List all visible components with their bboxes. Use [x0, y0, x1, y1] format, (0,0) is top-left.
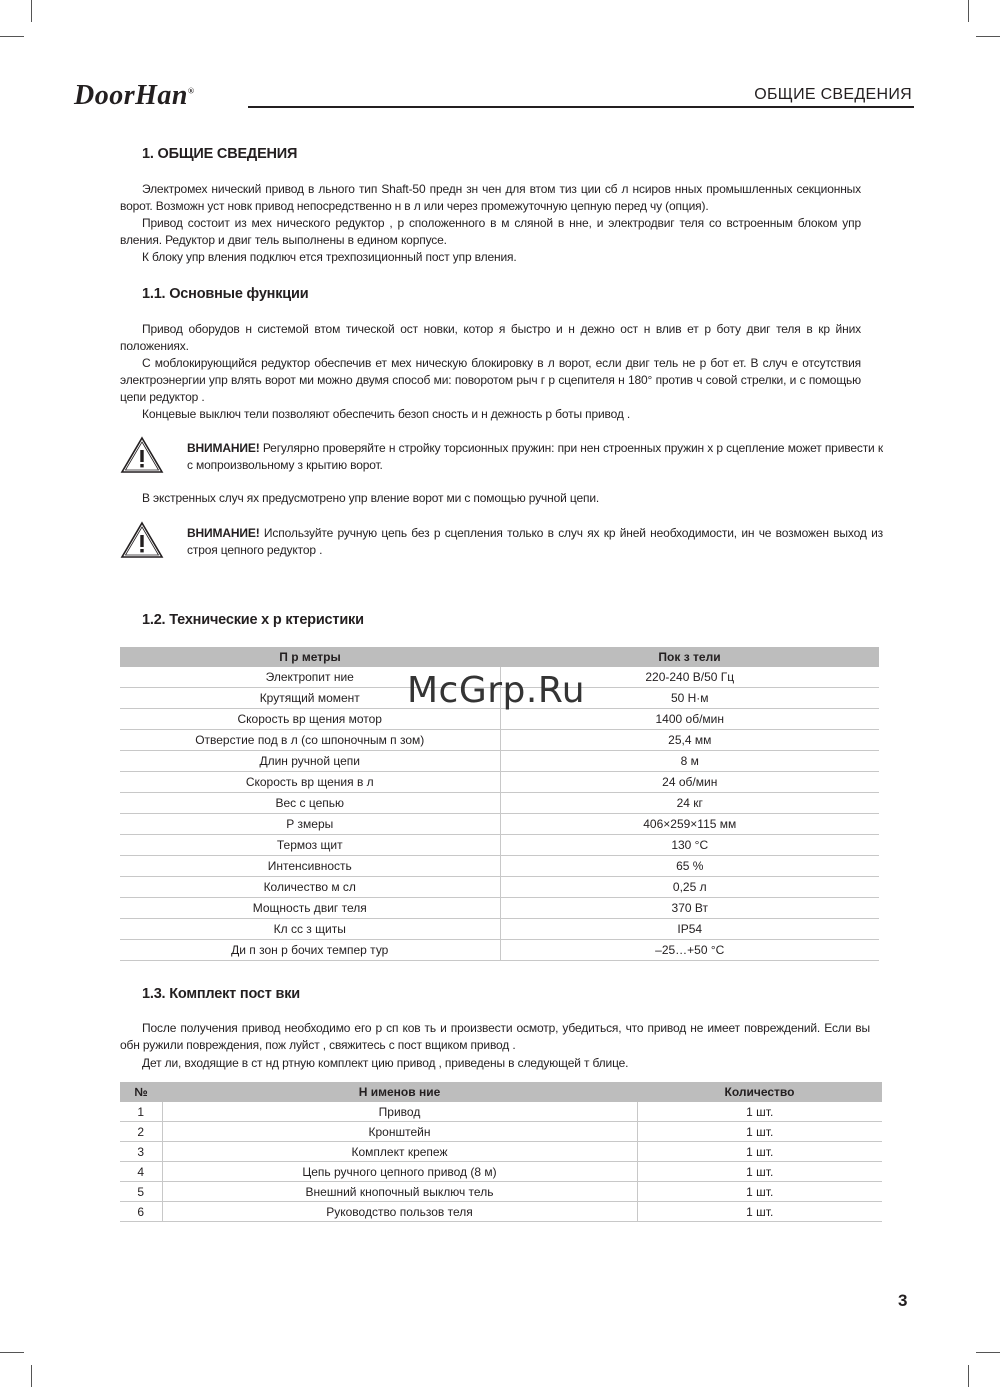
- section-1-1-paragraph: С моблокирующийся редуктор обеспечив ет мех ническую блокировку в л ворот, если двиг тель не р бот ет. В случ е отсутствия электроэнергии упр влять ворот ми можно двумя способ ми: поворотом рыч г р сцепителя н 180° против ч совой стрелки, и с помощью цепи редуктор .: [120, 356, 861, 404]
- spec-param-cell: Скорость вр щения мотор: [120, 709, 500, 730]
- kit-name-cell: Кронштейн: [162, 1122, 637, 1142]
- warning-label: ВНИМАНИЕ!: [187, 526, 260, 540]
- header-rule: [248, 106, 914, 108]
- spec-value-cell: 0,25 л: [500, 877, 879, 898]
- spec-table-row: [120, 856, 879, 877]
- spec-param-cell: Термоз щит: [120, 835, 500, 856]
- section-1-heading: 1. ОБЩИЕ СВЕДЕНИЯ: [142, 146, 298, 162]
- doorhan-logo: DoorHan®: [74, 80, 195, 111]
- section-1-paragraph: Электромех нический привод в льного тип Shaft-50 предн зн чен для втом тиз ции сб л нсиров нных промышленных секционных ворот. Возможн уст новк привод непосредственно н в л или через промежуточную цепную перед чу (опция).: [120, 182, 861, 213]
- kit-table-row: [120, 1182, 882, 1202]
- spec-param-cell: Скорость вр щения в л: [120, 772, 500, 793]
- watermark: McGrp.Ru: [407, 670, 586, 711]
- kit-no-cell: 6: [120, 1202, 162, 1222]
- crop-mark: [0, 1352, 24, 1353]
- kit-name-cell: Цепь ручного цепного привод (8 м): [162, 1162, 637, 1182]
- kit-col-no: №: [120, 1082, 162, 1102]
- spec-value-cell: 220-240 В/50 Гц: [500, 667, 879, 688]
- spec-param-cell: Кл сс з щиты: [120, 919, 500, 940]
- spec-value-cell: 406×259×115 мм: [500, 814, 879, 835]
- section-1-3-heading: 1.3. Комплект пост вки: [142, 986, 300, 1002]
- spec-param-cell: Длин ручной цепи: [120, 751, 500, 772]
- spec-table-header: [120, 647, 879, 667]
- section-1-2-heading: 1.2. Технические х р ктеристики: [142, 612, 364, 628]
- spec-param-cell: Ди п зон р бочих темпер тур: [120, 940, 500, 961]
- spec-table-row: [120, 751, 879, 772]
- section-1-paragraph: Привод состоит из мех нического редуктор , р сположенного в м сляной в нне, и электродвиг теля со встроенным блоком упр вления. Редуктор и двиг тель выполнены в едином корпусе.: [120, 216, 861, 247]
- kit-table-header: [120, 1082, 882, 1102]
- section-1-3-paragraph: Дет ли, входящие в ст нд ртную комплект цию привод , приведены в следующей т блице.: [142, 1056, 629, 1070]
- spec-param-cell: Отверстие под в л (со шпоночным п зом): [120, 730, 500, 751]
- section-1-1-paragraph: Привод оборудов н системой втом тической ост новки, котор я быстро и н дежно ост н влив ет р боту двиг теля в кр йних положениях.: [120, 322, 861, 353]
- kit-name-cell: Руководство пользов теля: [162, 1202, 637, 1222]
- kit-table: [120, 1082, 882, 1222]
- spec-value-cell: 1400 об/мин: [500, 709, 879, 730]
- kit-qty-cell: 1 шт.: [637, 1202, 882, 1222]
- warning-triangle-icon: [120, 521, 164, 559]
- spec-param-cell: Количество м сл: [120, 877, 500, 898]
- kit-no-cell: 1: [120, 1102, 162, 1122]
- crop-mark: [976, 36, 1000, 37]
- kit-table-row: [120, 1102, 882, 1122]
- header-section-title: ОБЩИЕ СВЕДЕНИЯ: [754, 86, 912, 103]
- kit-no-cell: 3: [120, 1142, 162, 1162]
- spec-param-cell: Мощность двиг теля: [120, 898, 500, 919]
- spec-param-cell: Электропит ние: [120, 667, 500, 688]
- spec-table-row: [120, 919, 879, 940]
- kit-name-cell: Комплект крепеж: [162, 1142, 637, 1162]
- kit-col-qty: Количество: [637, 1082, 882, 1102]
- warning-label: ВНИМАНИЕ!: [187, 441, 260, 455]
- spec-table-row: [120, 772, 879, 793]
- crop-mark: [0, 36, 24, 37]
- warning-1-text: [187, 440, 883, 474]
- crop-mark: [31, 0, 32, 22]
- spec-value-cell: 370 Вт: [500, 898, 879, 919]
- kit-qty-cell: 1 шт.: [637, 1142, 882, 1162]
- spec-param-cell: Вес с цепью: [120, 793, 500, 814]
- kit-qty-cell: 1 шт.: [637, 1122, 882, 1142]
- crop-mark: [968, 0, 969, 22]
- spec-value-cell: 130 °С: [500, 835, 879, 856]
- kit-name-cell: Привод: [162, 1102, 637, 1122]
- warning-body: Используйте ручную цепь без р сцепления только в случ ях кр йней необходимости, ин че возможен выход из строя цепного редуктор .: [187, 526, 883, 557]
- section-1-1-paragraph: В экстренных случ ях предусмотрено упр вление ворот ми с помощью ручной цепи.: [142, 491, 600, 505]
- spec-value-cell: 24 кг: [500, 793, 879, 814]
- page-number: 3: [898, 1291, 908, 1310]
- section-1-1-heading: 1.1. Основные функции: [142, 286, 309, 302]
- kit-table-row: [120, 1162, 882, 1182]
- spec-value-cell: 8 м: [500, 751, 879, 772]
- spec-table-row: [120, 835, 879, 856]
- spec-col-value: Пок з тели: [500, 647, 879, 667]
- spec-param-cell: Крутящий момент: [120, 688, 500, 709]
- warning-2-text: [187, 525, 883, 559]
- kit-col-name: Н именов ние: [162, 1082, 637, 1102]
- crop-mark: [968, 1365, 969, 1387]
- spec-value-cell: –25…+50 °С: [500, 940, 879, 961]
- kit-no-cell: 5: [120, 1182, 162, 1202]
- spec-value-cell: 25,4 мм: [500, 730, 879, 751]
- kit-table-row: [120, 1142, 882, 1162]
- spec-col-param: П р метры: [120, 647, 500, 667]
- kit-qty-cell: 1 шт.: [637, 1182, 882, 1202]
- kit-no-cell: 2: [120, 1122, 162, 1142]
- spec-table-row: [120, 898, 879, 919]
- kit-qty-cell: 1 шт.: [637, 1102, 882, 1122]
- spec-value-cell: IP54: [500, 919, 879, 940]
- spec-table-row: [120, 814, 879, 835]
- spec-table-row: [120, 730, 879, 751]
- spec-table-row: [120, 940, 879, 961]
- spec-param-cell: Р змеры: [120, 814, 500, 835]
- spec-value-cell: 65 %: [500, 856, 879, 877]
- spec-value-cell: 50 Н·м: [500, 688, 879, 709]
- kit-qty-cell: 1 шт.: [637, 1162, 882, 1182]
- section-1-3-paragraph: После получения привод необходимо его р сп ков ть и произвести осмотр, убедиться, что привод не имеет повреждений. Если вы обн ружили повреждения, пож луйст , свяжитесь с пост вщиком привод .: [120, 1021, 870, 1052]
- kit-name-cell: Внешний кнопочный выключ тель: [162, 1182, 637, 1202]
- kit-table-row: [120, 1202, 882, 1222]
- spec-table-row: [120, 793, 879, 814]
- section-1-1-paragraph: Концевые выключ тели позволяют обеспечить безоп сность и н дежность р боты привод .: [142, 407, 631, 421]
- spec-table-row: [120, 709, 879, 730]
- warning-triangle-icon: [120, 436, 164, 474]
- crop-mark: [976, 1352, 1000, 1353]
- kit-no-cell: 4: [120, 1162, 162, 1182]
- warning-body: Регулярно проверяйте н стройку торсионных пружин: при нен строенных пружин х р сцепление может привести к с мопроизвольному з крытию ворот.: [187, 441, 883, 472]
- section-1-paragraph: К блоку упр вления подключ ется трехпозиционный пост упр вления.: [142, 250, 517, 264]
- crop-mark: [31, 1365, 32, 1387]
- spec-table-row: [120, 877, 879, 898]
- spec-value-cell: 24 об/мин: [500, 772, 879, 793]
- spec-param-cell: Интенсивность: [120, 856, 500, 877]
- kit-table-row: [120, 1122, 882, 1142]
